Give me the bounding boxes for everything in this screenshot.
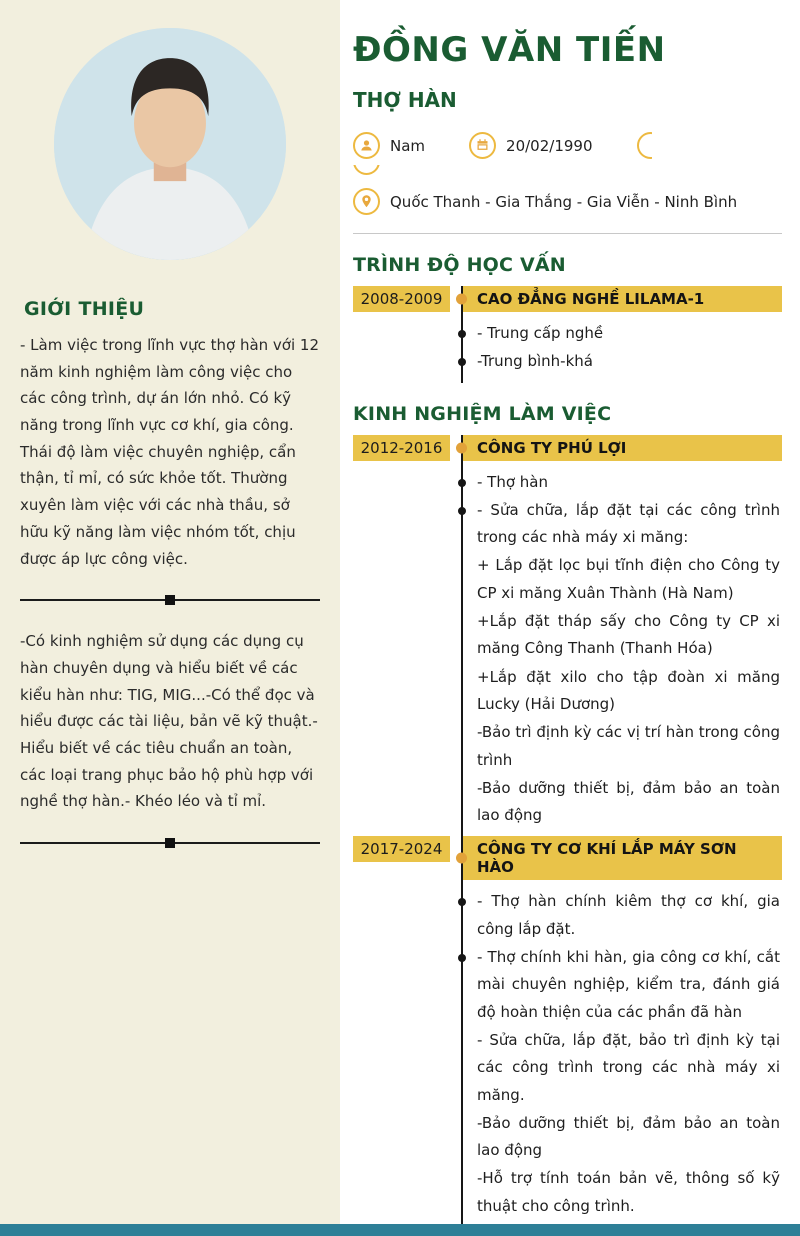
person-icon xyxy=(353,132,380,159)
address-value: Quốc Thanh - Gia Thắng - Gia Viễn - Ninh Bình xyxy=(390,192,738,211)
bullet-item: - Trung cấp nghề xyxy=(477,320,780,347)
section-divider xyxy=(20,842,320,844)
experience-bullet-list xyxy=(463,888,782,1220)
icon-ring xyxy=(637,132,652,159)
icon-ring xyxy=(353,165,380,175)
job-title: THỢ HÀN xyxy=(353,88,457,112)
education-heading: TRÌNH ĐỘ HỌC VẤN xyxy=(353,254,566,276)
gender-value: Nam xyxy=(390,136,426,155)
timeline-column xyxy=(461,435,782,837)
period-badge: 2017-2024 xyxy=(353,836,450,862)
period-badge: 2012-2016 xyxy=(353,435,450,461)
experience-heading: KINH NGHIỆM LÀM VIỆC xyxy=(353,402,612,425)
experience-entry-title: CÔNG TY CƠ KHÍ LẮP MÁY SƠN HÀO xyxy=(463,836,782,880)
main-column xyxy=(340,0,800,1227)
period-column xyxy=(353,286,461,383)
address-item xyxy=(353,188,737,215)
bullet-item: +Lắp đặt tháp sấy cho Công ty CP xi măng Công Thanh (Thanh Hóa) xyxy=(477,612,780,658)
person-photo-silhouette xyxy=(54,28,286,260)
about-paragraph-1: - Làm việc trong lĩnh vực thợ hàn với 12 năm kinh nghiệm làm công việc cho các công trình, dự án lớn nhỏ. Có kỹ năng trong lĩnh vực cơ khí, gia công. Thái độ làm việc chuyên nghiệp, cẩn thận, tỉ mỉ, có sức khỏe tốt. Thường xuyên làm việc với các nhà thầu, sở hữu kỹ năng làm việc nhóm tốt, chịu được áp lực công việc. xyxy=(20,336,319,568)
period-badge: 2008-2009 xyxy=(353,286,450,312)
birthdate-value: 20/02/1990 xyxy=(506,136,593,155)
location-pin-icon xyxy=(353,188,380,215)
experience-entry-2 xyxy=(353,836,782,1227)
experience-entry-1 xyxy=(353,435,782,837)
bullet-item: - Thợ chính khi hàn, gia công cơ khí, cắt mài chuyên nghiệp, kiểm tra, đánh giá độ hoàn thiện của các phần đã hàn xyxy=(477,944,780,1026)
about-heading: GIỚI THIỆU xyxy=(24,298,145,320)
bullet-item: -Trung bình-khá xyxy=(477,348,780,375)
bullet-item: - Thợ hàn chính kiêm thợ cơ khí, gia công lắp đặt. xyxy=(477,888,780,943)
phone-icon-partial xyxy=(637,132,652,159)
timeline-column xyxy=(461,836,782,1227)
sidebar xyxy=(0,0,340,1236)
birthdate-item xyxy=(469,132,592,159)
bullet-item: -Bảo dưỡng thiết bị, đảm bảo an toàn lao động xyxy=(477,1113,780,1160)
bullet-item: -Bảo dưỡng thiết bị, đảm bảo an toàn lao động xyxy=(477,778,780,825)
contact-row-1 xyxy=(353,132,782,159)
bullet-item: +Lắp đặt xilo cho tập đoàn xi măng Lucky (Hải Dương) xyxy=(477,667,780,713)
contact-row-2 xyxy=(353,188,782,215)
education-entry-title: CAO ĐẲNG NGHỀ LILAMA-1 xyxy=(463,286,782,312)
contact-section-divider xyxy=(353,233,782,234)
section-divider xyxy=(20,599,320,601)
email-icon-partial xyxy=(353,165,380,176)
education-entry xyxy=(353,286,782,383)
bullet-item: - Thợ hàn xyxy=(477,469,780,496)
education-bullet-list xyxy=(463,320,782,376)
footer-bar xyxy=(0,1224,800,1236)
calendar-icon xyxy=(469,132,496,159)
bullet-item: - Sửa chữa, lắp đặt, bảo trì định kỳ tại các công trình trong các nhà máy xi măng. xyxy=(477,1030,780,1104)
timeline-column xyxy=(461,286,782,383)
bullet-item: - Sửa chữa, lắp đặt tại các công trình trong các nhà máy xi măng: xyxy=(477,497,780,552)
bullet-item: -Hỗ trợ tính toán bản vẽ, thông số kỹ thuật cho công trình. xyxy=(477,1169,780,1215)
period-column xyxy=(353,836,461,1227)
gender-item xyxy=(353,132,425,159)
period-column xyxy=(353,435,461,837)
candidate-name: ĐỒNG VĂN TIẾN xyxy=(353,30,666,70)
experience-entry-title: CÔNG TY PHÚ LỢI xyxy=(463,435,782,461)
experience-bullet-list xyxy=(463,469,782,830)
bullet-item: + Lắp đặt lọc bụi tĩnh điện cho Công ty CP xi măng Xuân Thành (Hà Nam) xyxy=(477,556,780,602)
about-paragraph-2: -Có kinh nghiệm sử dụng các dụng cụ hàn chuyên dụng và hiểu biết về các kiểu hàn như: TIG, MIG...-Có thể đọc và hiểu được các tài liệu, bản vẽ kỹ thuật.- Hiểu biết về các tiêu chuẩn an toàn, các loại trang phục bảo hộ phù hợp với nghề thợ hàn.- Khéo léo và tỉ mỉ. xyxy=(20,632,318,811)
bullet-item: -Bảo trì định kỳ các vị trí hàn trong công trình xyxy=(477,723,780,769)
profile-photo xyxy=(54,28,286,260)
